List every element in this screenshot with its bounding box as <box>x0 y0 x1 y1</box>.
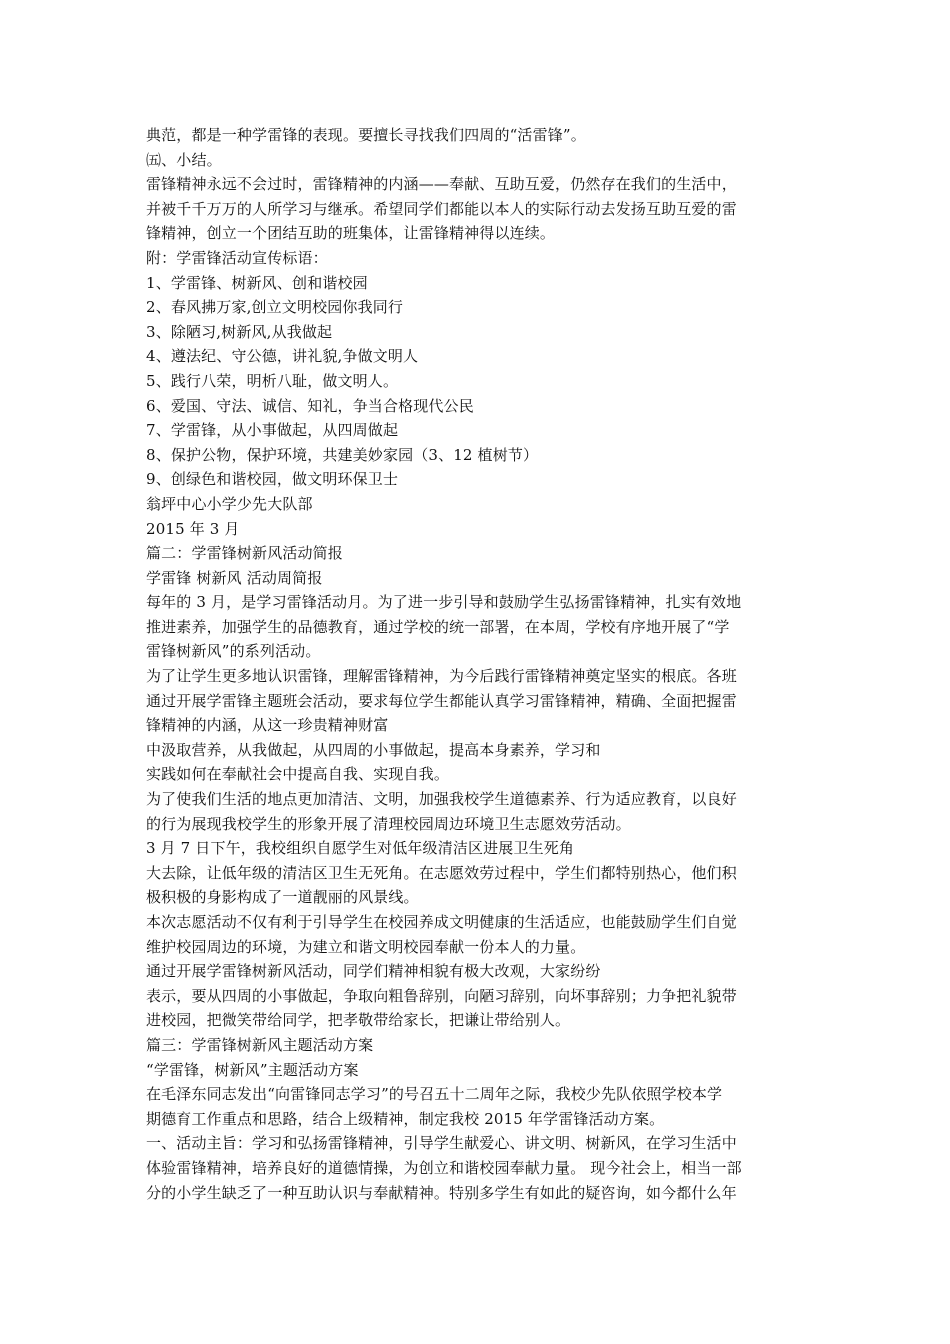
text-line: 典范，都是一种学雷锋的表现。要擅长寻找我们四周的“活雷锋”。 <box>146 126 586 144</box>
text-line: 2015 年 3 月 <box>146 519 240 538</box>
text-line: 5、践行八荣，明析八耻，做文明人。 <box>146 371 399 390</box>
text-line: 雷锋树新风”的系列活动。 <box>146 642 321 661</box>
text-line: 4、遵法纪、守公德，讲礼貌,争做文明人 <box>146 347 419 366</box>
section-heading: 篇二：学雷锋树新风活动简报 <box>146 544 343 563</box>
text-line: 为了使我们生活的地点更加清洁、文明，加强我校学生道德素养、行为适应教育，以良好 <box>146 790 737 809</box>
text-line: 一、活动主旨：学习和弘扬雷锋精神，引导学生献爱心、讲文明、树新风，在学习生活中 <box>146 1134 737 1153</box>
text-line: 通过开展学雷锋主题班会活动，要求每位学生都能认真学习雷锋精神，精确、全面把握雷 <box>146 691 737 710</box>
text-line: 3、除陋习,树新风,从我做起 <box>146 322 333 341</box>
text-line: 9、创绿色和谐校园，做文明环保卫士 <box>146 470 399 489</box>
text-line: 锋精神，创立一个团结互助的班集体，让雷锋精神得以连续。 <box>146 224 556 243</box>
text-line: 7、学雷锋，从小事做起，从四周做起 <box>146 421 399 440</box>
text-line: 8、保护公物，保护环境，共建美妙家园（3、12 植树节） <box>146 445 539 464</box>
text-line: ㈤、小结。 <box>146 150 222 169</box>
text-line: 本次志愿活动不仅有利于引导学生在校园养成文明健康的生活适应，也能鼓励学生们自觉 <box>146 913 737 931</box>
text-line: 翁坪中心小学少先大队部 <box>146 494 313 513</box>
document-body <box>146 123 810 1205</box>
text-line: 雷锋精神永远不会过时，雷锋精神的内涵——奉献、互助互爱，仍然存在我们的生活中， <box>146 175 737 194</box>
text-line: 每年的 3 月，是学习雷锋活动月。为了进一步引导和鼓励学生弘扬雷锋精神，扎实有效地 <box>146 593 742 612</box>
text-line: 表示，要从四周的小事做起，争取向粗鲁辞别，向陋习辞别，向坏事辞别；力争把礼貌带 <box>146 986 737 1005</box>
text-line: 附：学雷锋活动宣传标语： <box>146 248 328 267</box>
text-line: 大去除，让低年级的清洁区卫生无死角。在志愿效劳过程中，学生们都特别热心，他们积 <box>146 863 737 882</box>
text-line: 中汲取营养，从我做起，从四周的小事做起，提高本身素养，学习和 <box>146 740 601 759</box>
text-line: 体验雷锋精神，培养良好的道德情操，为创立和谐校园奉献力量。 现今社会上，相当一部 <box>146 1158 742 1177</box>
text-line: 分的小学生缺乏了一种互助认识与奉献精神。特别多学生有如此的疑咨询，如今都什么年 <box>146 1183 737 1202</box>
text-line: 维护校园周边的环境，为建立和谐文明校园奉献一份本人的力量。 <box>146 937 586 956</box>
text-line: 学雷锋 树新风 活动周简报 <box>146 568 323 587</box>
text-line: 3 月 7 日下午，我校组织自愿学生对低年级清洁区进展卫生死角 <box>146 839 575 858</box>
text-line: 推进素养，加强学生的品德教育，通过学校的统一部署，在本周，学校有序地开展了“学 <box>146 617 730 636</box>
text-line: 为了让学生更多地认识雷锋，理解雷锋精神，为今后践行雷锋精神奠定坚实的根底。各班 <box>146 667 737 686</box>
text-line: 期德育工作重点和思路，结合上级精神，制定我校 2015 年学雷锋活动方案。 <box>146 1109 665 1128</box>
text-line: 并被千千万万的人所学习与继承。希望同学们都能以本人的实际行动去发扬互助互爱的雷 <box>146 199 737 218</box>
text-line: “学雷锋，树新风”主题活动方案 <box>146 1060 359 1079</box>
text-line: 1、学雷锋、树新风、创和谐校园 <box>146 273 368 292</box>
text-line: 锋精神的内涵，从这一珍贵精神财富 <box>146 716 389 735</box>
section-heading: 篇三：学雷锋树新风主题活动方案 <box>146 1035 374 1054</box>
text-line: 通过开展学雷锋树新风活动，同学们精神相貌有极大改观，大家纷纷 <box>146 962 601 981</box>
text-line: 6、爱国、守法、诚信、知礼，争当合格现代公民 <box>146 396 474 415</box>
text-line: 进校园，把微笑带给同学，把孝敬带给家长，把谦让带给别人。 <box>146 1011 571 1030</box>
text-line: 实践如何在奉献社会中提高自我、实现自我。 <box>146 765 450 784</box>
text-line: 的行为展现我校学生的形象开展了清理校园周边环境卫生志愿效劳活动。 <box>146 814 631 833</box>
text-line: 极积极的身影构成了一道靓丽的风景线。 <box>146 888 419 907</box>
text-line: 在毛泽东同志发出“向雷锋同志学习”的号召五十二周年之际，我校少先队依照学校本学 <box>146 1085 723 1104</box>
text-line: 2、春风拂万家,创立文明校园你我同行 <box>146 298 404 317</box>
